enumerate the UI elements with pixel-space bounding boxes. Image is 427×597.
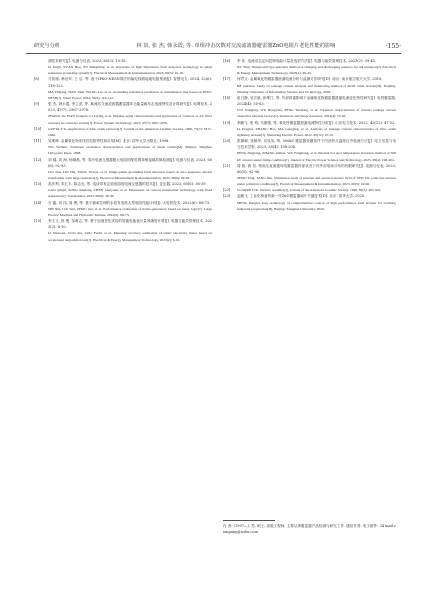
reference-english-text: SHI Xin, LIU Wei, ZHOU Jun, et al. Performance evaluation of hydro-generators based on fuzzy logic[J]. Large Electric Machine and Hydraulic Turbine, 2022(6): 68-73. bbox=[48, 206, 212, 217]
reference-number: [15] bbox=[34, 219, 42, 224]
reference-chinese-text: 石 鑫, 刘 伟, 周 俊, 等. 基于频率拉伸的水轮发电机大型电阻性能评价[J]. 大电机技术, 2022(6): 68-73. bbox=[48, 200, 211, 205]
reference-number: [13] bbox=[34, 182, 42, 187]
reference-number: [14] bbox=[34, 200, 42, 205]
reference-english-text: GUPTA T K. Application of Zinc oxide varistors[J]. Journal of the American Ceramic Society, 1990, 73(7): 1817-1840. bbox=[48, 126, 212, 137]
reference-english-text: PENG Jingjiang, ZHANG Zaihua, WU Fengliang, et al. Internal hot spot temperature inversion method of 500 kV arrester under damp condition[J]. Journal of Electric Power Science and Technology, 2023, 38(4): 198-204. bbox=[237, 151, 396, 162]
reference-body bbox=[237, 95, 396, 120]
reference-entry bbox=[34, 181, 212, 199]
reference-number: [20] bbox=[223, 139, 231, 144]
reference-english-text: GAO Qingli, SONG Renfeng, CHEN Lianyuan, et al. Discussion on current transformer technology with fixed resistance[J]. Transformer, 2023, 60(6): 36-39. bbox=[48, 188, 212, 199]
reference-number: [9] bbox=[34, 102, 40, 107]
reference-body bbox=[237, 120, 396, 138]
reference-chinese-text: 吴维韩. 金属氧化物非线性电阻特性和应用[M]. 北京: 清华大学出版社, 1998. bbox=[48, 139, 170, 144]
reference-entry bbox=[34, 138, 212, 156]
reference-entry bbox=[34, 218, 212, 243]
reference-chinese-text: 刘 健, 刘 海, 杨晓燕, 等. 零序电流互感器极大电阻的配电网单相接地故障检测[J]. 电测与仪表, 2023, 60(6): 92-95. bbox=[48, 157, 212, 168]
reference-entry bbox=[223, 76, 396, 94]
reference-entry bbox=[223, 163, 396, 188]
section-label: 研究与分析 bbox=[34, 43, 60, 49]
right-column-references bbox=[223, 58, 396, 212]
reference-body bbox=[48, 58, 212, 76]
reference-english-text: CUI Jiangjing, WU Hongxian, PENG Yuehong, et al. Variation characteristics of arrester leakage current caused by external factors[J]. Insulators and Surge Arresters, 2024(4): 55-63. bbox=[237, 108, 396, 119]
reference-number: [18] bbox=[223, 95, 231, 100]
reference-number: [16] bbox=[223, 59, 231, 63]
reference-entry bbox=[223, 193, 396, 211]
reference-number: [11] bbox=[34, 139, 42, 144]
reference-number bbox=[34, 58, 48, 76]
reference-body bbox=[237, 76, 396, 94]
reference-entry bbox=[34, 157, 212, 182]
reference-entry bbox=[34, 126, 212, 138]
reference-english-text: WU Weihan. Nonlinear resistance characteristics and applications of metal oxides[M]. Beijing: Tsinghua University Press, 1998. bbox=[48, 145, 212, 156]
reference-chinese-text: 李文义, 郭 俊, 邹甫志, 等. 基于加速老化试验的智能电能表计量准确度计算[J]. 电器与能效管理技术, 2023(2): 6-10. bbox=[48, 219, 212, 230]
reference-body bbox=[48, 200, 212, 218]
reference-chinese-text: 崔日静, 吴宏斌, 彭维江, 等. 外部因素影响下金属氧化物避雷器泄漏电流变化特性研究[J]. 电瓷避雷器, 2024(4): 55-63. bbox=[237, 95, 396, 107]
reference-body bbox=[48, 101, 212, 126]
reference-body bbox=[48, 138, 212, 156]
reference-number: [17] bbox=[223, 77, 231, 82]
reference-body bbox=[48, 76, 212, 101]
running-header bbox=[26, 41, 401, 52]
reference-entry bbox=[223, 58, 396, 76]
reference-chinese-text: 测技术研究[J]. 电测与仪表, 2023, 60(3): 10-18. bbox=[48, 59, 127, 63]
reference-chinese-text: 李鹏飞, 张 鸣, 马刚强, 等. 氧化锌避雷器泄漏电流特性分析[J]. 山东电力技术, 2022, 49(12): 47-52. bbox=[237, 120, 396, 125]
reference-chinese-text: 马智刚, 韩宜军, 王 启, 等. 基于IPSO-NESN算法的输电线路接地电阻预测[J]. 智慧电力, 2024, 52(6): 116-122. bbox=[48, 77, 212, 88]
reference-body bbox=[48, 218, 212, 243]
reference-number: [19] bbox=[223, 120, 231, 125]
reference-entry bbox=[34, 58, 212, 76]
reference-english-text: HE Guixian. Study on leakage current analysis and monitoring method of metal oxide arrester[D]. Nanjing: Nanjing University of Information Science and Technology, 2018. bbox=[237, 83, 396, 94]
left-column-references bbox=[34, 58, 212, 243]
reference-number: [21] bbox=[223, 163, 231, 168]
reference-english-text: ZHANG Jie, HAN Yongxia, LI Liying, et al. Impulse aging characteristics and application of varistors of AC filter arresters in converter station[J]. Power System Technology, 2023, 47(7): 2967-2976. bbox=[48, 114, 212, 125]
reference-number: [10] bbox=[34, 126, 42, 131]
reference-chinese-text: 高庆利, 宋汇丰, 陈志光, 等. 浅谈带有定值电阻的电流互感器的技术[J]. 变压器, 2023, 60(6): 36-39. bbox=[48, 182, 207, 187]
reference-body bbox=[48, 157, 212, 182]
reference-body bbox=[48, 126, 212, 138]
reference-chinese-text: 李 佳. 电流动态定向控制电能计量及选型方法[J]. 电器与能效管理技术, 2023(2): 39-43. bbox=[237, 59, 377, 63]
reference-english-text: ZHOU Ting, TANG Xin. Simulation study of internal and external electric field of UHV DC polar bus arrester under pollution conditions[J]. Electrical Measurement & Instrumentation, 2023, 60(5): 92-96. bbox=[237, 175, 396, 187]
reference-number: [22] bbox=[223, 188, 231, 193]
reference-number: [23] bbox=[223, 194, 231, 199]
reference-entry bbox=[34, 76, 212, 101]
reference-chinese-text: 彭静颐, 张朝华, 吴凤英, 等. 500kV 避雷器受潮条件下内部热点温度红外检测方法[J]. 电力信息与电力技术学报, 2023, 38(4): 198-204. bbox=[237, 139, 396, 150]
reference-entry bbox=[223, 95, 396, 120]
author-footnote: 作 者: (1997—), 男, 硕士, 高级工程师, 主要从事避雷器产品检测与研究工作. 通信作者: 电子邮件: 34 mail.company@sohu.com bbox=[223, 524, 396, 535]
citation-line: 林 泉, 张 杰, 韩永霞, 等. 单组冲击次数对交流滤波器避雷器ZnO电阻片老化性能的影响 bbox=[136, 43, 336, 49]
reference-body bbox=[48, 181, 212, 199]
reference-body bbox=[237, 58, 396, 76]
reference-english-text: CLARKE D R. Varistor ceramics[J]. Journal of the American Ceramic Society, 1999, 82(3): 485-502. bbox=[237, 188, 382, 193]
reference-entry bbox=[223, 138, 396, 163]
reference-entry bbox=[34, 101, 212, 126]
reference-entry bbox=[34, 200, 212, 218]
reference-english-text: MA Zhigang, HAN Jijun, WANG Lei, et al. Grounding resistance prediction of transmission line based on IPSO-NESN[J]. Smart Power, 2024, 52(6): 116-122. bbox=[48, 89, 212, 100]
header-rule bbox=[26, 53, 401, 54]
reference-body bbox=[237, 193, 396, 211]
reference-english-text: XU Ying. Design and type selection method of charging and discharging resistors for rail transport[J]. Electrical & Energy Management Technology, 2023(2): 39-43. bbox=[237, 65, 397, 76]
reference-english-text: MENG Pengfei. Key technology of comprehensive control of high performance ZnO arrester for realizing industrial preparation[D]. Beijing: Tsinghua University, 2020. bbox=[237, 200, 396, 211]
reference-chinese-text: 何君文. 金属氧化物避雷器泄漏电流分析与监测方法研究[D]. 南京: 南京航空航天大学, 2018. bbox=[237, 77, 383, 82]
reference-body bbox=[237, 138, 396, 163]
reference-english-text: LI Pengfei, ZHANG Hao, MA Gangjing, et al. Analysis of leakage current characteristics of Zinc oxide lightning arrester[J]. Shandong Electric Power, 2022, 49(12): 47-52. bbox=[237, 126, 396, 137]
reference-english-text: LI Jingli, YUAN Hao, XU Mingming, et al. Overview of high impedance fault detection technology in small resistance grounding system[J]. Electrical Measurement & Instrumentation, 2023, 60(3): 10-18. bbox=[48, 65, 212, 76]
reference-chinese-text: 周 筱, 唐 信. 特高压直流极母线避雷器内部状况下内外部电场分布的有限研究[J]. 电测与仪表, 2023, 60(5): 92-96. bbox=[237, 163, 396, 174]
reference-body bbox=[237, 163, 396, 188]
reference-chinese-text: 孟鹏飞. 工业化制备的新一代ZnO避雷器阀片关键技术[D]. 北京: 清华大学, 2020. bbox=[237, 194, 366, 199]
reference-entry bbox=[223, 120, 396, 138]
reference-chinese-text: 张 杰, 韩永霞, 李立浧, 等. 换流站交流滤波器避雷器冲击能量耐冲击电流特性及计算研究[J]. 电网技术, 2023, 47(7): 2967-2976. bbox=[48, 102, 212, 113]
page-number: ·155· bbox=[385, 43, 401, 50]
reference-number: [12] bbox=[34, 157, 42, 162]
footnote-rule bbox=[223, 520, 275, 521]
reference-english-text: LIU Jian, LIU Hai, YANG Xiaoyi, et al. Single-phase grounding fault detection based on zero-sequence current transformer with large resistance[J]. Electrical Measurement & Instrumentation, 2023, 60(6): 92-95. bbox=[48, 169, 212, 180]
reference-number: [8] bbox=[34, 77, 40, 82]
reference-english-text: LI Wenwen, GUO Jun, ZOU Fuzhi, et al. Metering accuracy estimation of smart electricity meter based on accelerated degradation test[J]. Electrical & Energy Management Technology, 2023(2): 6-10. bbox=[48, 231, 212, 242]
